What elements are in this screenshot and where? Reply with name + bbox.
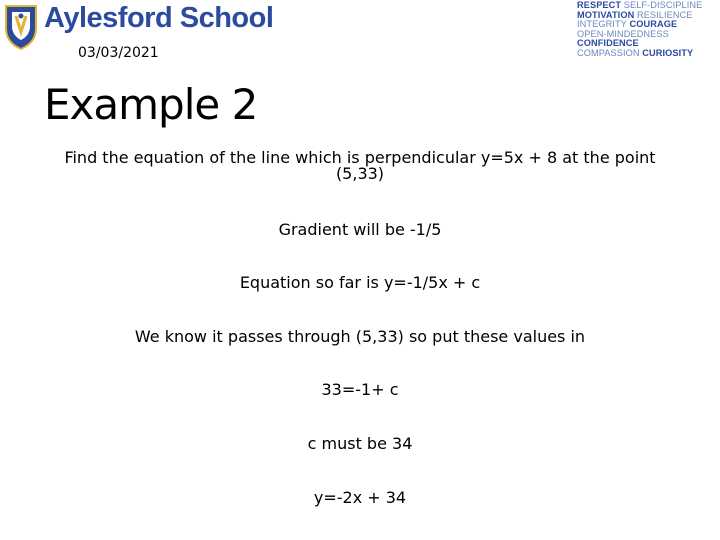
school-value-word: SELF-DISCIPLINE: [621, 0, 703, 10]
school-value-word: INTEGRITY: [577, 19, 627, 30]
step-equation-so-far: Equation so far is y=-1/5x + c: [239, 273, 481, 292]
slide-title: Example 2: [44, 80, 258, 129]
school-value-word: COMPASSION: [577, 47, 640, 58]
step-gradient: Gradient will be -1/5: [278, 220, 442, 239]
school-value-word: CURIOSITY: [639, 47, 694, 58]
school-value-word: OPEN-MINDEDNESS: [577, 28, 669, 39]
final-answer: y=-2x + 34: [313, 488, 407, 507]
date: 03/03/2021: [78, 45, 159, 61]
school-value-word: RESILIENCE: [634, 9, 693, 20]
school-value-word: CONFIDENCE: [577, 38, 639, 49]
school-value-word: RESPECT: [577, 0, 622, 10]
school-value-word: COURAGE: [626, 19, 678, 30]
step-equation: 33=-1+ c: [321, 380, 399, 399]
step-substitute: We know it passes through (5,33) so put these values in: [134, 327, 586, 346]
school-name: Aylesford School: [44, 2, 274, 34]
school-values: [577, 1, 718, 59]
values-row: [577, 49, 718, 59]
school-crest-icon: [4, 4, 38, 50]
question-text: Find the equation of the line which is perpendicular y=5x + 8 at the point (5,33): [64, 148, 656, 183]
school-value-word: MOTIVATION: [577, 9, 635, 20]
step-value-of-c: c must be 34: [307, 434, 413, 453]
